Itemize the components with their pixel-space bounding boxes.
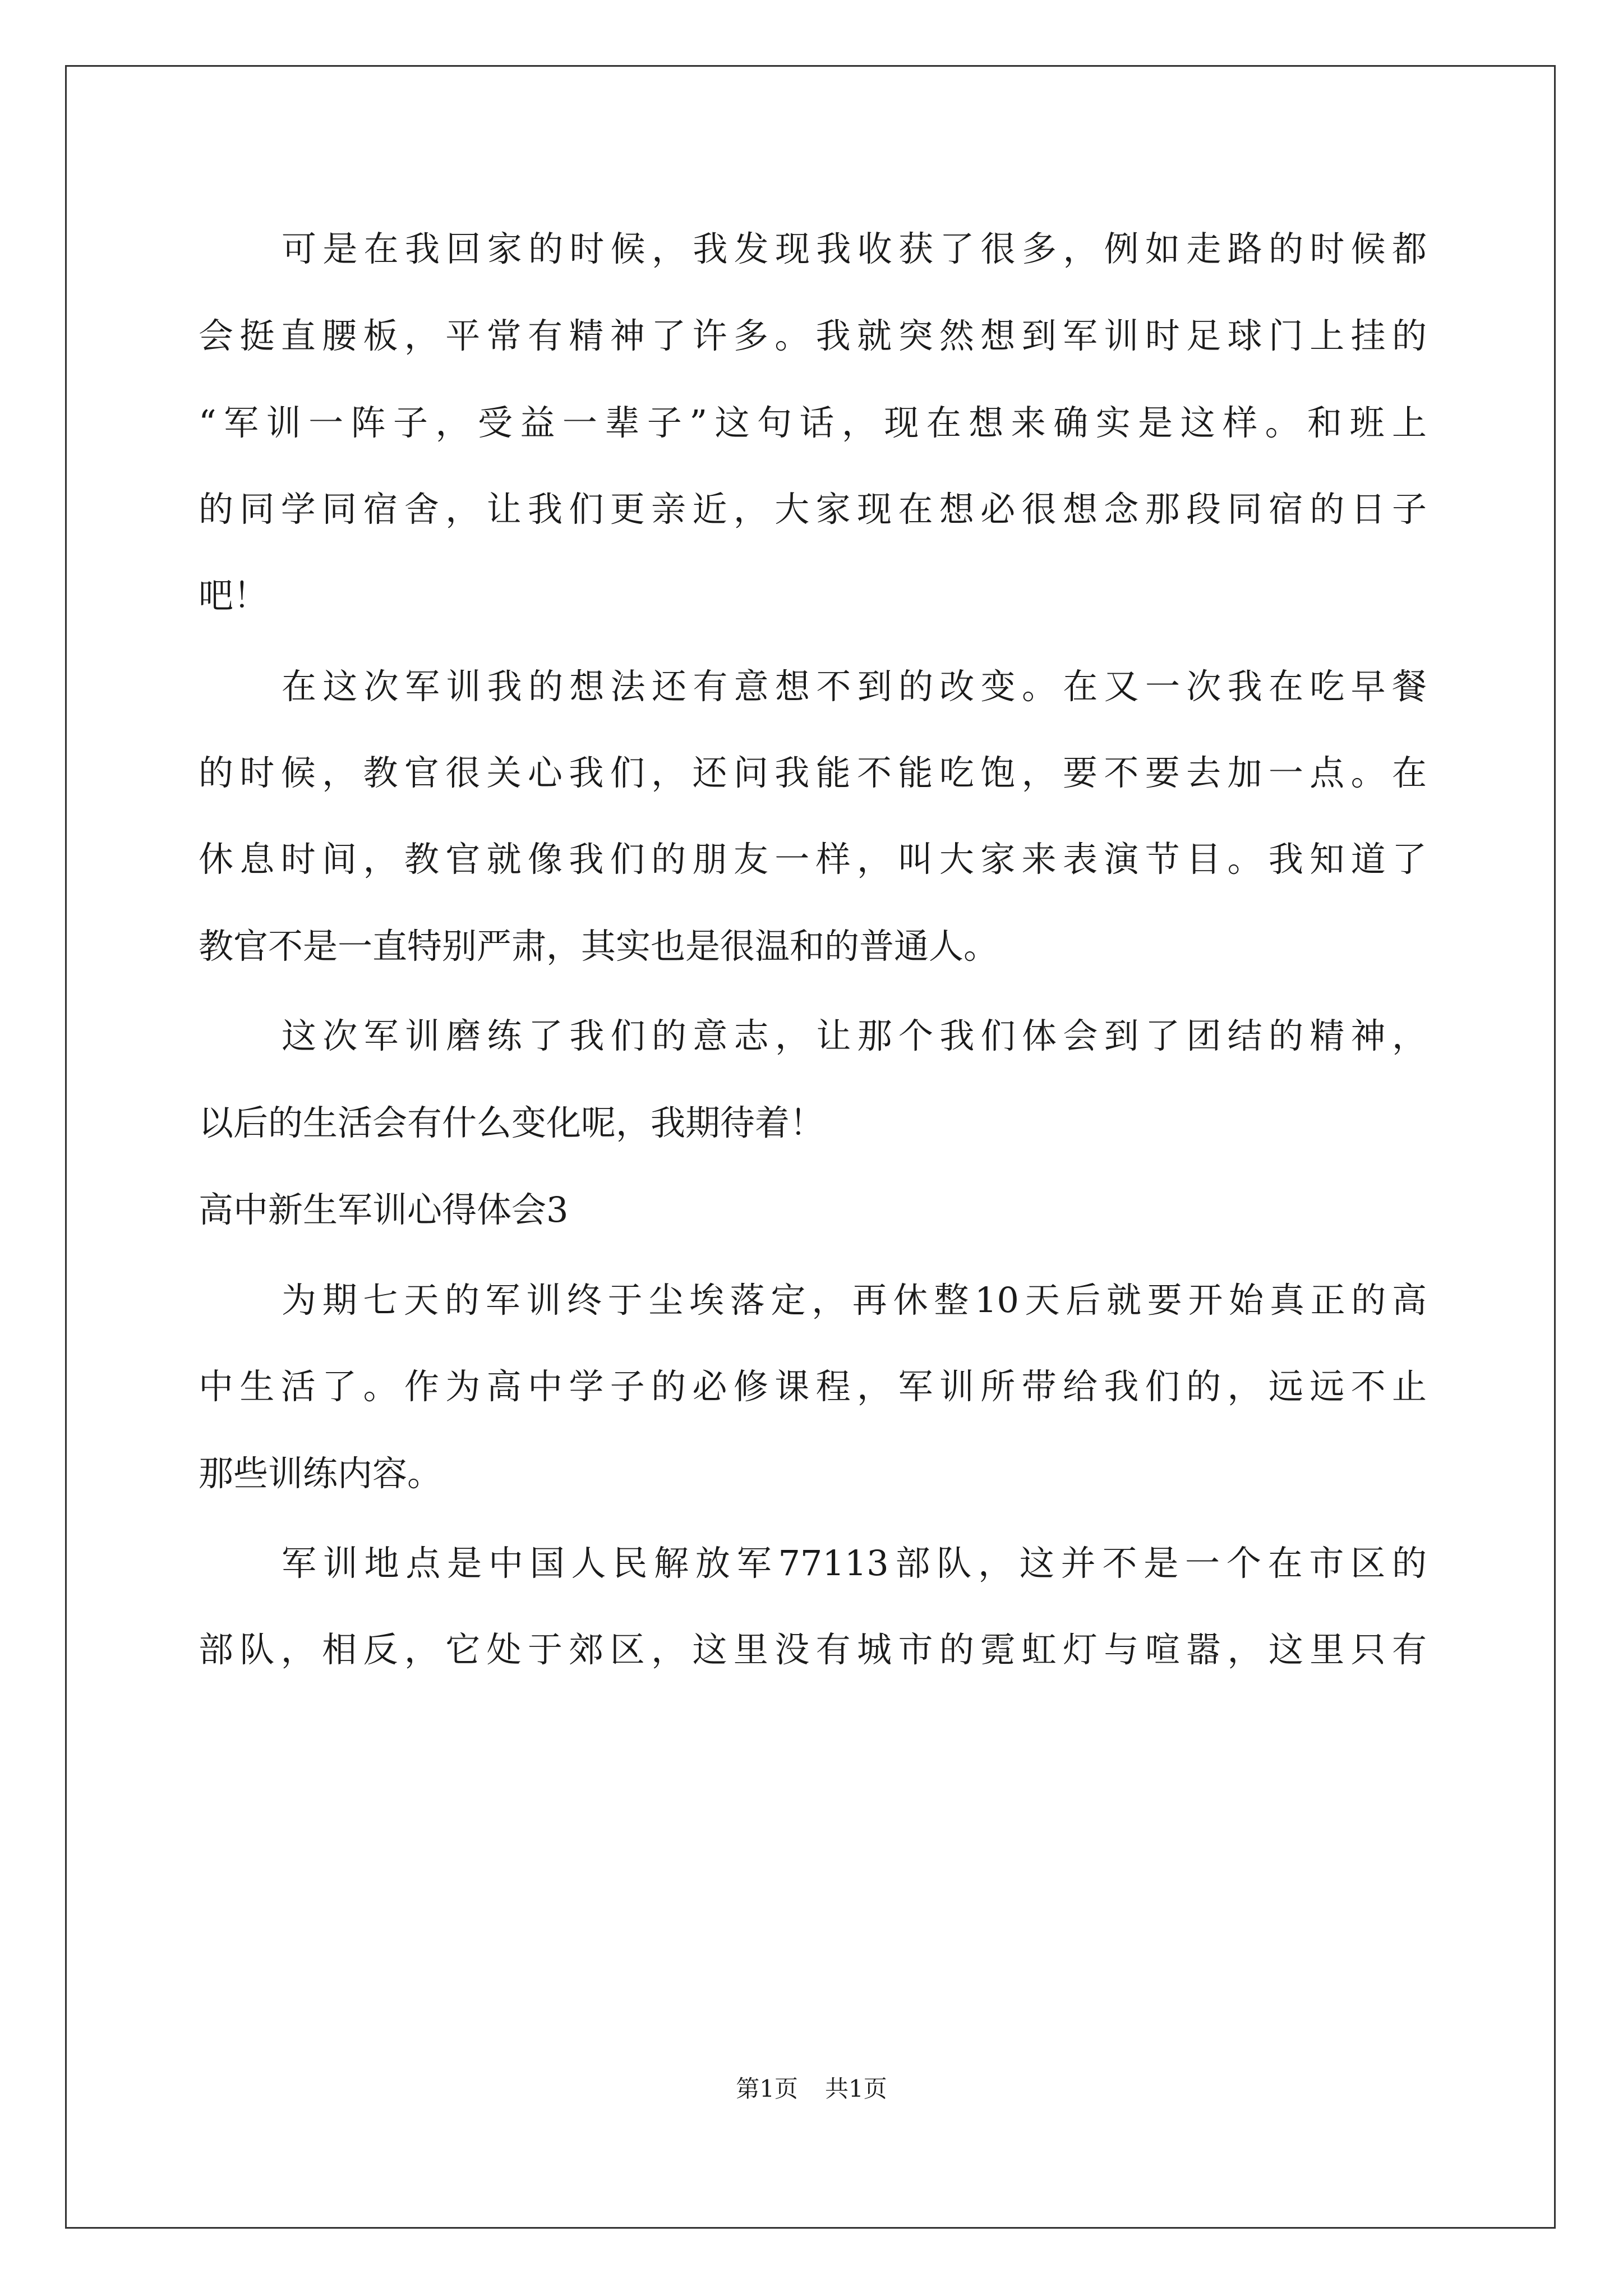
paragraph-line: 军训地点是中国人民解放军77113部队，这并不是一个在市区的 (282, 1543, 1427, 1584)
paragraph-line: 会挺直腰板，平常有精神了许多。我就突然想到军训时足球门上挂的 (199, 315, 1427, 356)
paragraph-line: 以后的生活会有什么变化呢，我期待着！ (199, 1102, 825, 1143)
paragraph-line: 教官不是一直特别严肃，其实也是很温和的普通人。 (199, 926, 999, 967)
paragraph-line: 可是在我回家的时候，我发现我收获了很多，例如走路的时候都 (282, 228, 1427, 269)
page-footer (0, 2072, 1623, 2106)
section-heading: 高中新生军训心得体会3 (199, 1189, 569, 1230)
paragraph-line: 部队，相反，它处于郊区，这里没有城市的霓虹灯与喧嚣，这里只有 (199, 1629, 1427, 1670)
paragraph-line: 为期七天的军训终于尘埃落定，再休整10天后就要开始真正的高 (282, 1280, 1427, 1320)
paragraph-line: 吧！ (199, 575, 269, 616)
paragraph-line: “军训一阵子，受益一辈子”这句话，现在想来确实是这样。和班上 (199, 402, 1427, 443)
paragraph-line: 这次军训磨练了我们的意志，让那个我们体会到了团结的精神， (282, 1015, 1427, 1056)
page-number-label: 第1页 (736, 2075, 798, 2102)
paragraph-line: 的时候，教官很关心我们，还问我能不能吃饱，要不要去加一点。在 (199, 752, 1427, 793)
total-pages-label: 共1页 (825, 2075, 887, 2102)
paragraph-line: 在这次军训我的想法还有意想不到的改变。在又一次我在吃早餐 (282, 666, 1427, 707)
paragraph-line: 中生活了。作为高中学子的必修课程，军训所带给我们的，远远不止 (199, 1366, 1427, 1407)
paragraph-line: 休息时间，教官就像我们的朋友一样，叫大家来表演节目。我知道了 (199, 839, 1427, 880)
paragraph-line: 的同学同宿舍，让我们更亲近，大家现在想必很想念那段同宿的日子 (199, 489, 1427, 530)
paragraph-line: 那些训练内容。 (199, 1453, 442, 1494)
